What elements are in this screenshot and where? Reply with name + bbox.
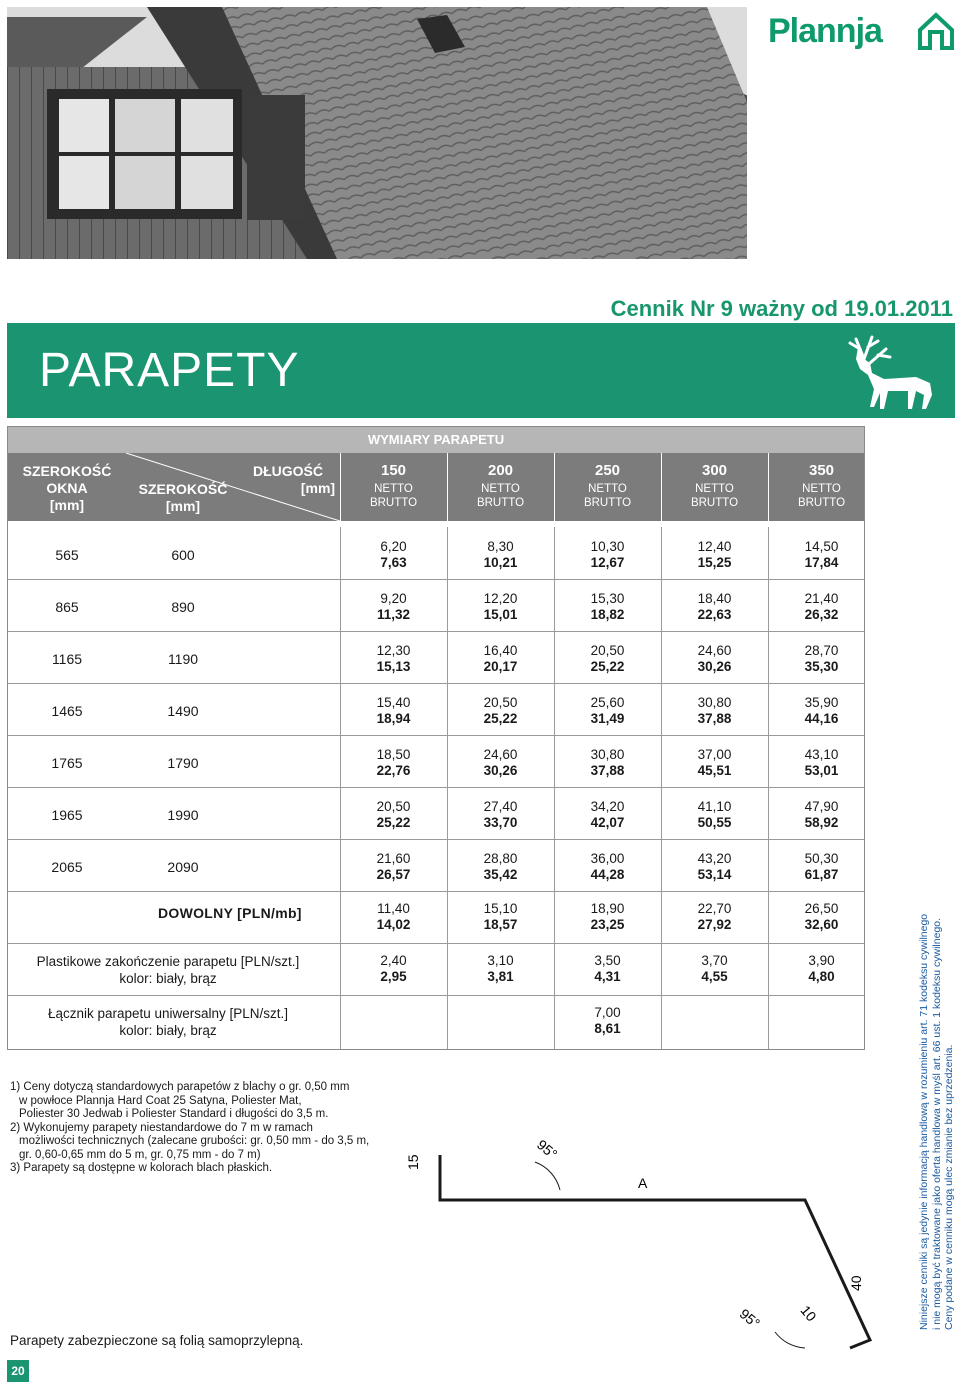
- header-size-350: 350 NETTO BRUTTO: [797, 462, 846, 509]
- end-cap-label: Plastikowe zakończenie parapetu [PLN/szt.] kolor: biały, brąz: [36, 954, 300, 986]
- dim-40-label: 40: [848, 1275, 864, 1291]
- notes: 1) Ceny dotyczą standardowych parapetów z blachy o gr. 0,50 mm w powłoce Plannja Hard Coat 25 Satyna, Poliester Mat, Poliester 30 Jedwab i Poliester Standard i długości do 3,5 m. 2) Wykonujemy parapety niestandardowe do 7 m w ramach możliwości technicznych (zalecane grubości: gr. 0,50 mm - do 3,5 m, gr. 0,60-0,65 mm do 5 m, gr. 0,75 mm - do 7 m) 3) Parapety są dostępne w kolorach blach płaskich.: [10, 1081, 370, 1174]
- connector-price: 7,00 8,61: [594, 1005, 621, 1036]
- custom-length-label: DOWOLNY [PLN/mb]: [158, 905, 302, 921]
- header-size-150: 150 NETTO BRUTTO: [369, 462, 418, 509]
- foil-note: Parapety zabezpieczone są folią samoprzylepną.: [10, 1333, 304, 1348]
- logo-wordmark: Plannja: [768, 12, 882, 50]
- dim-15-label: 15: [405, 1154, 421, 1170]
- header-size-200: 200 NETTO BRUTTO: [476, 462, 525, 509]
- connector-label: Łącznik parapetu uniwersalny [PLN/szt.] kolor: biały, brąz: [47, 1006, 289, 1038]
- header-size-250: 250 NETTO BRUTTO: [583, 462, 632, 509]
- price-list-heading: Cennik Nr 9 ważny od 19.01.2011: [610, 296, 953, 321]
- end-cap-price-300: 3,70 4,55: [701, 953, 728, 984]
- header-window-width: SZEROKOŚĆ OKNA [mm]: [22, 463, 112, 513]
- angle-bottom-label: 95°: [736, 1305, 764, 1332]
- table-row: 565 600 6,20 7,63 8,30 10,21 10,30 12,67 12,40 15,25 14,50 17,84: [55, 539, 839, 570]
- angle-top-label: 95°: [533, 1136, 561, 1163]
- title-banner: [7, 323, 955, 418]
- end-cap-price-250: 3,50 4,31: [594, 953, 621, 984]
- table-row: 1465 1490 15,40 18,94 20,50 25,22 25,60 31,49 30,80 37,88 35,90 44,16: [51, 695, 839, 726]
- plannja-logo: [768, 10, 954, 52]
- end-cap-price-200: 3,10 3,81: [487, 953, 514, 984]
- table-title: WYMIARY PARAPETU: [8, 427, 864, 454]
- end-cap-price-350: 3,90 4,80: [808, 953, 835, 984]
- custom-price-200: 15,10 18,57: [483, 901, 518, 932]
- reindeer-icon: [846, 329, 941, 413]
- house-logo-icon: [918, 12, 954, 50]
- profile-diagram: [380, 1100, 880, 1365]
- custom-price-150: 11,40 14,02: [376, 901, 411, 932]
- dim-a-label: A: [638, 1175, 648, 1191]
- header-size-300: 300 NETTO BRUTTO: [690, 462, 739, 509]
- table-row: 1165 1190 12,30 15,13 16,40 20,17 20,50 25,22 24,60 30,26 28,70 35,30: [51, 643, 839, 674]
- house-roof-photo: [7, 7, 747, 259]
- table-row: 2065 2090 21,60 26,57 28,80 35,42 36,00 44,28 43,20 53,14 50,30 61,87: [51, 851, 839, 882]
- header-length: DŁUGOŚĆ [mm]: [253, 463, 336, 496]
- custom-price-250: 18,90 23,25: [590, 901, 625, 932]
- price-table: [7, 426, 865, 1050]
- legal-disclaimer: Niniejsze cenniki są jedynie informacją handlową w rozumieniu art. 71 kodeksu cywilnego i nie mogą być traktowane jako oferta handlowa w myśl art. 66 ust. 1 kodeksu cywilnego. Ceny podane w cenniku mogą ulec zmianie bez uprzedzenia.: [918, 913, 955, 1330]
- header-diagonal-divider: [126, 453, 340, 521]
- page-title: PARAPETY: [39, 344, 300, 397]
- page-number: 20: [7, 1360, 29, 1382]
- table-row: 1965 1990 20,50 25,22 27,40 33,70 34,20 42,07 41,10 50,55 47,90 58,92: [51, 799, 839, 830]
- table-row: 865 890 9,20 11,32 12,20 15,01 15,30 18,82 18,40 22,63 21,40 26,32: [55, 591, 839, 622]
- end-cap-price-150: 2,40 2,95: [380, 953, 407, 984]
- custom-price-350: 26,50 32,60: [804, 901, 839, 932]
- table-row: 1765 1790 18,50 22,76 24,60 30,26 30,80 37,88 37,00 45,51 43,10 53,01: [51, 747, 839, 778]
- table-header: [8, 453, 864, 521]
- custom-price-300: 22,70 27,92: [697, 901, 732, 932]
- dim-10-label: 10: [797, 1302, 820, 1325]
- header-width: SZEROKOŚĆ [mm]: [138, 481, 228, 514]
